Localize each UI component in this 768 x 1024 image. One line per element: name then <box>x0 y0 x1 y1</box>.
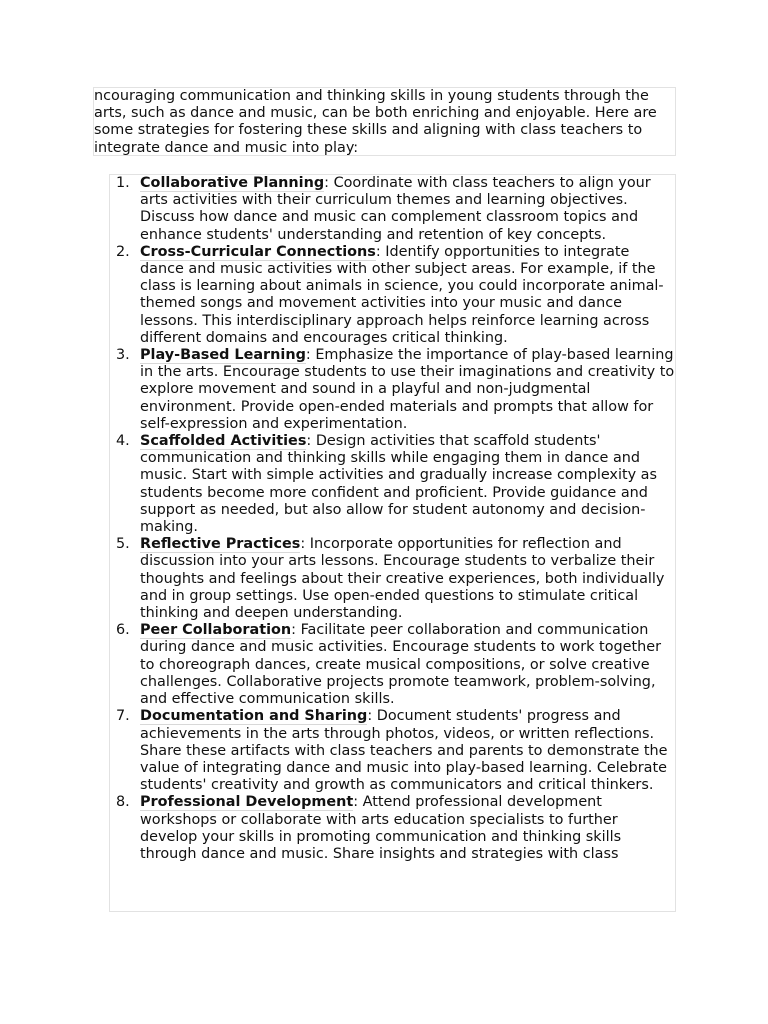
list-item-number: 4. <box>116 433 130 450</box>
list-item-number: 6. <box>116 622 130 639</box>
list-item-term: Collaborative Planning <box>140 175 325 191</box>
list-item <box>110 433 675 536</box>
list-item-text: : Emphasize the importance of play-based learning in the arts. Encourage students to use their imaginations and creativity to explore movement and sound in a playful and non-judgmental environment. Provide open-ended materials and prompts that allow for self-expression and experimentation. <box>140 347 675 432</box>
intro-paragraph: ncouraging communication and thinking skills in young students through the arts, such as dance and music, can be both enriching and enjoyable. Here are some strategies for fostering these skills and aligning with class teachers to integrate dance and music into play: <box>93 87 676 156</box>
list-item <box>110 175 675 244</box>
list-item-term: Professional Development <box>140 794 354 811</box>
list-item-number: 5. <box>116 536 130 553</box>
list-item-term: Reflective Practices <box>140 536 301 553</box>
list-item-text: : Identify opportunities to integrate dance and music activities with other subject areas. For example, if the class is learning about animals in science, you could incorporate animal-themed songs and movement activities into your music and dance lessons. This interdisciplinary approach helps reinforce learning across different domains and encourages critical thinking. <box>140 243 664 346</box>
list-item-number: 7. <box>116 708 130 725</box>
list-item-term: Play-Based Learning <box>140 347 306 364</box>
list-item-text: : Design activities that scaffold students' communication and thinking skills while engaging them in dance and music. Start with simple activities and gradually increase complexity as students become more confident and proficient. Provide guidance and support as needed, but also allow for student autonomy and decision-making. <box>140 433 657 536</box>
list-item-text: : Attend professional development workshops or collaborate with arts education specialists to further develop your skills in promoting communication and thinking skills through dance and music. Share insights and strategies with class <box>140 794 622 862</box>
list-item-term: Cross-Curricular Connections <box>140 243 376 260</box>
list-item-term: Scaffolded Activities <box>140 433 307 450</box>
strategies-list <box>110 175 675 863</box>
strategies-list-box <box>109 174 676 912</box>
list-item <box>110 347 675 433</box>
list-item-number: 1. <box>116 175 130 191</box>
list-item-number: 2. <box>116 243 130 260</box>
list-item-text: : Incorporate opportunities for reflection and discussion into your arts lessons. Encourage students to verbalize their thoughts and feelings about their creative experiences, both individually and in group settings. Use open-ended questions to stimulate critical thinking and deepen understanding. <box>140 536 665 622</box>
list-item-number: 8. <box>116 794 130 811</box>
list-item-text: : Facilitate peer collaboration and communication during dance and music activities. Encourage students to work together to choreograph dances, create musical compositions, or solve creative challenges. Collaborative projects promote teamwork, problem-solving, and effective communication skills. <box>140 622 662 708</box>
list-item-text: : Coordinate with class teachers to align your arts activities with their curriculum themes and learning objectives. Discuss how dance and music can complement classroom topics and enhance students' understanding and retention of key concepts. <box>140 175 651 243</box>
list-item <box>110 622 675 708</box>
list-item-term: Documentation and Sharing <box>140 708 368 725</box>
list-item <box>110 244 675 347</box>
list-item-number: 3. <box>116 347 130 364</box>
list-item <box>110 794 675 863</box>
list-item <box>110 536 675 622</box>
list-item-term: Peer Collaboration <box>140 622 292 639</box>
list-item-text: : Document students' progress and achievements in the arts through photos, videos, or written reflections. Share these artifacts with class teachers and parents to demonstrate the value of integrating dance and music into play-based learning. Celebrate students' creativity and growth as communicators and critical thinkers. <box>140 708 668 794</box>
list-item <box>110 708 675 794</box>
